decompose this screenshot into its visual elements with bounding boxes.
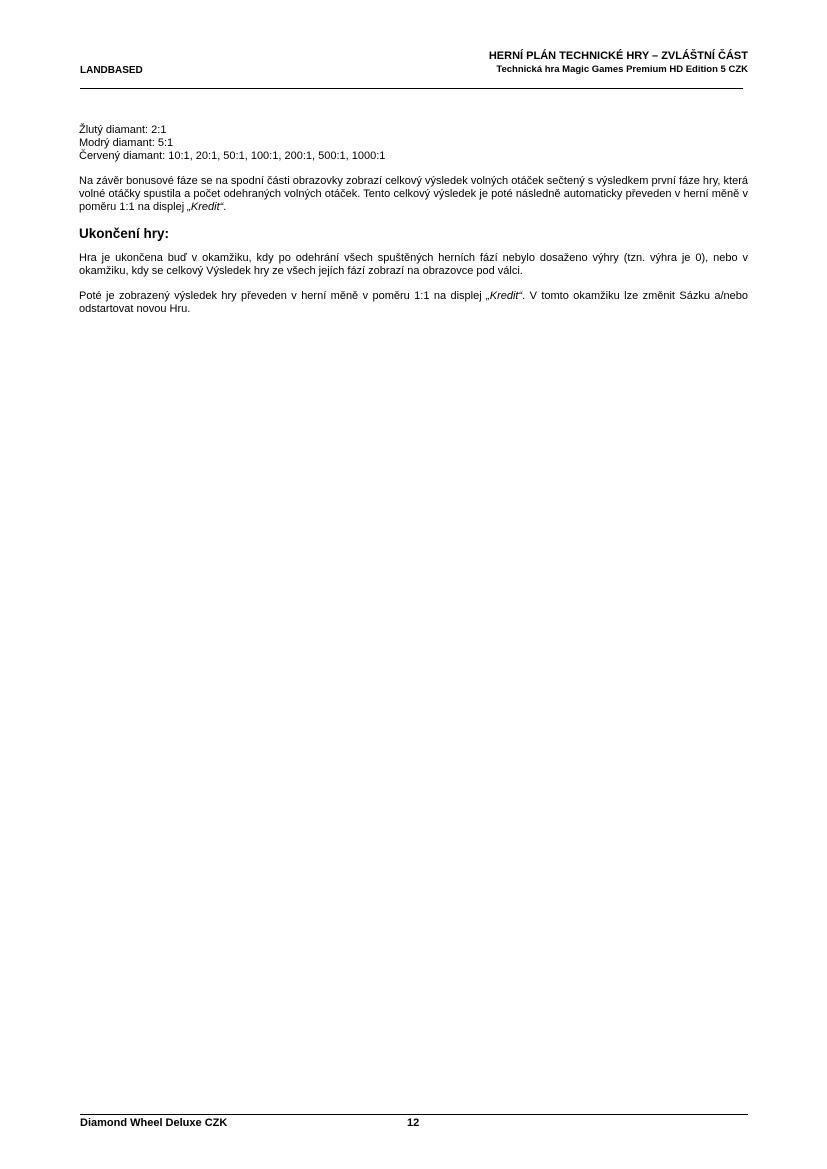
diamond-payout-list (79, 124, 748, 163)
paragraph-tail: . (223, 201, 227, 213)
header-divider (80, 88, 743, 89)
header-title: HERNÍ PLÁN TECHNICKÉ HRY – ZVLÁŠTNÍ ČÁST (488, 50, 748, 62)
kredit-display-name: „Kredit“ (486, 290, 523, 302)
header-block (489, 50, 748, 76)
paragraph-text: Poté je zobrazený výsledek hry převeden v herní měně v poměru 1:1 na displej (79, 290, 487, 302)
section-heading-game-end: Ukončení hry: (79, 226, 170, 241)
credit-transfer-paragraph (79, 290, 748, 316)
list-item-yellow-diamond: Žlutý diamant: 2:1 (79, 124, 167, 136)
page-content (79, 124, 748, 316)
game-end-paragraph: Hra je ukončena buď v okamžiku, kdy po odehrání všech spuštěných herních fází nebylo dosaženo výhry (tzn. výhra je 0), nebo v okamžiku, kdy se celkový Výsledek hry ze všech jejích fází zobrazí na obrazovce pod válci. (79, 252, 748, 277)
paragraph-tail: . V tomto okamžiku lze změnit Sázku a/nebo odstartovat novou Hru. (79, 290, 748, 315)
paragraph-text: Na závěr bonusové fáze se na spodní části obrazovky zobrazí celkový výsledek volných otáček sečtený s výsledkem první fáze hry, která volné otáčky spustila a počet odehraných volných otáček. Tento celkový výsledek je poté následně automaticky převeden v herní měně v poměru 1:1 na displej (79, 175, 748, 213)
footer-document-title: Diamond Wheel Deluxe CZK (80, 1117, 228, 1129)
page-number: 12 (407, 1117, 420, 1129)
list-item-red-diamond: Červený diamant: 10:1, 20:1, 50:1, 100:1, 200:1, 500:1, 1000:1 (79, 150, 386, 162)
header-subtitle: Technická hra Magic Games Premium HD Edition 5 CZK (496, 64, 748, 75)
list-item-blue-diamond: Modrý diamant: 5:1 (79, 137, 174, 149)
kredit-display-name: „Kredit“ (187, 201, 224, 213)
bonus-result-paragraph (79, 175, 748, 214)
footer-divider (80, 1114, 748, 1115)
header-category: LANDBASED (80, 65, 143, 76)
